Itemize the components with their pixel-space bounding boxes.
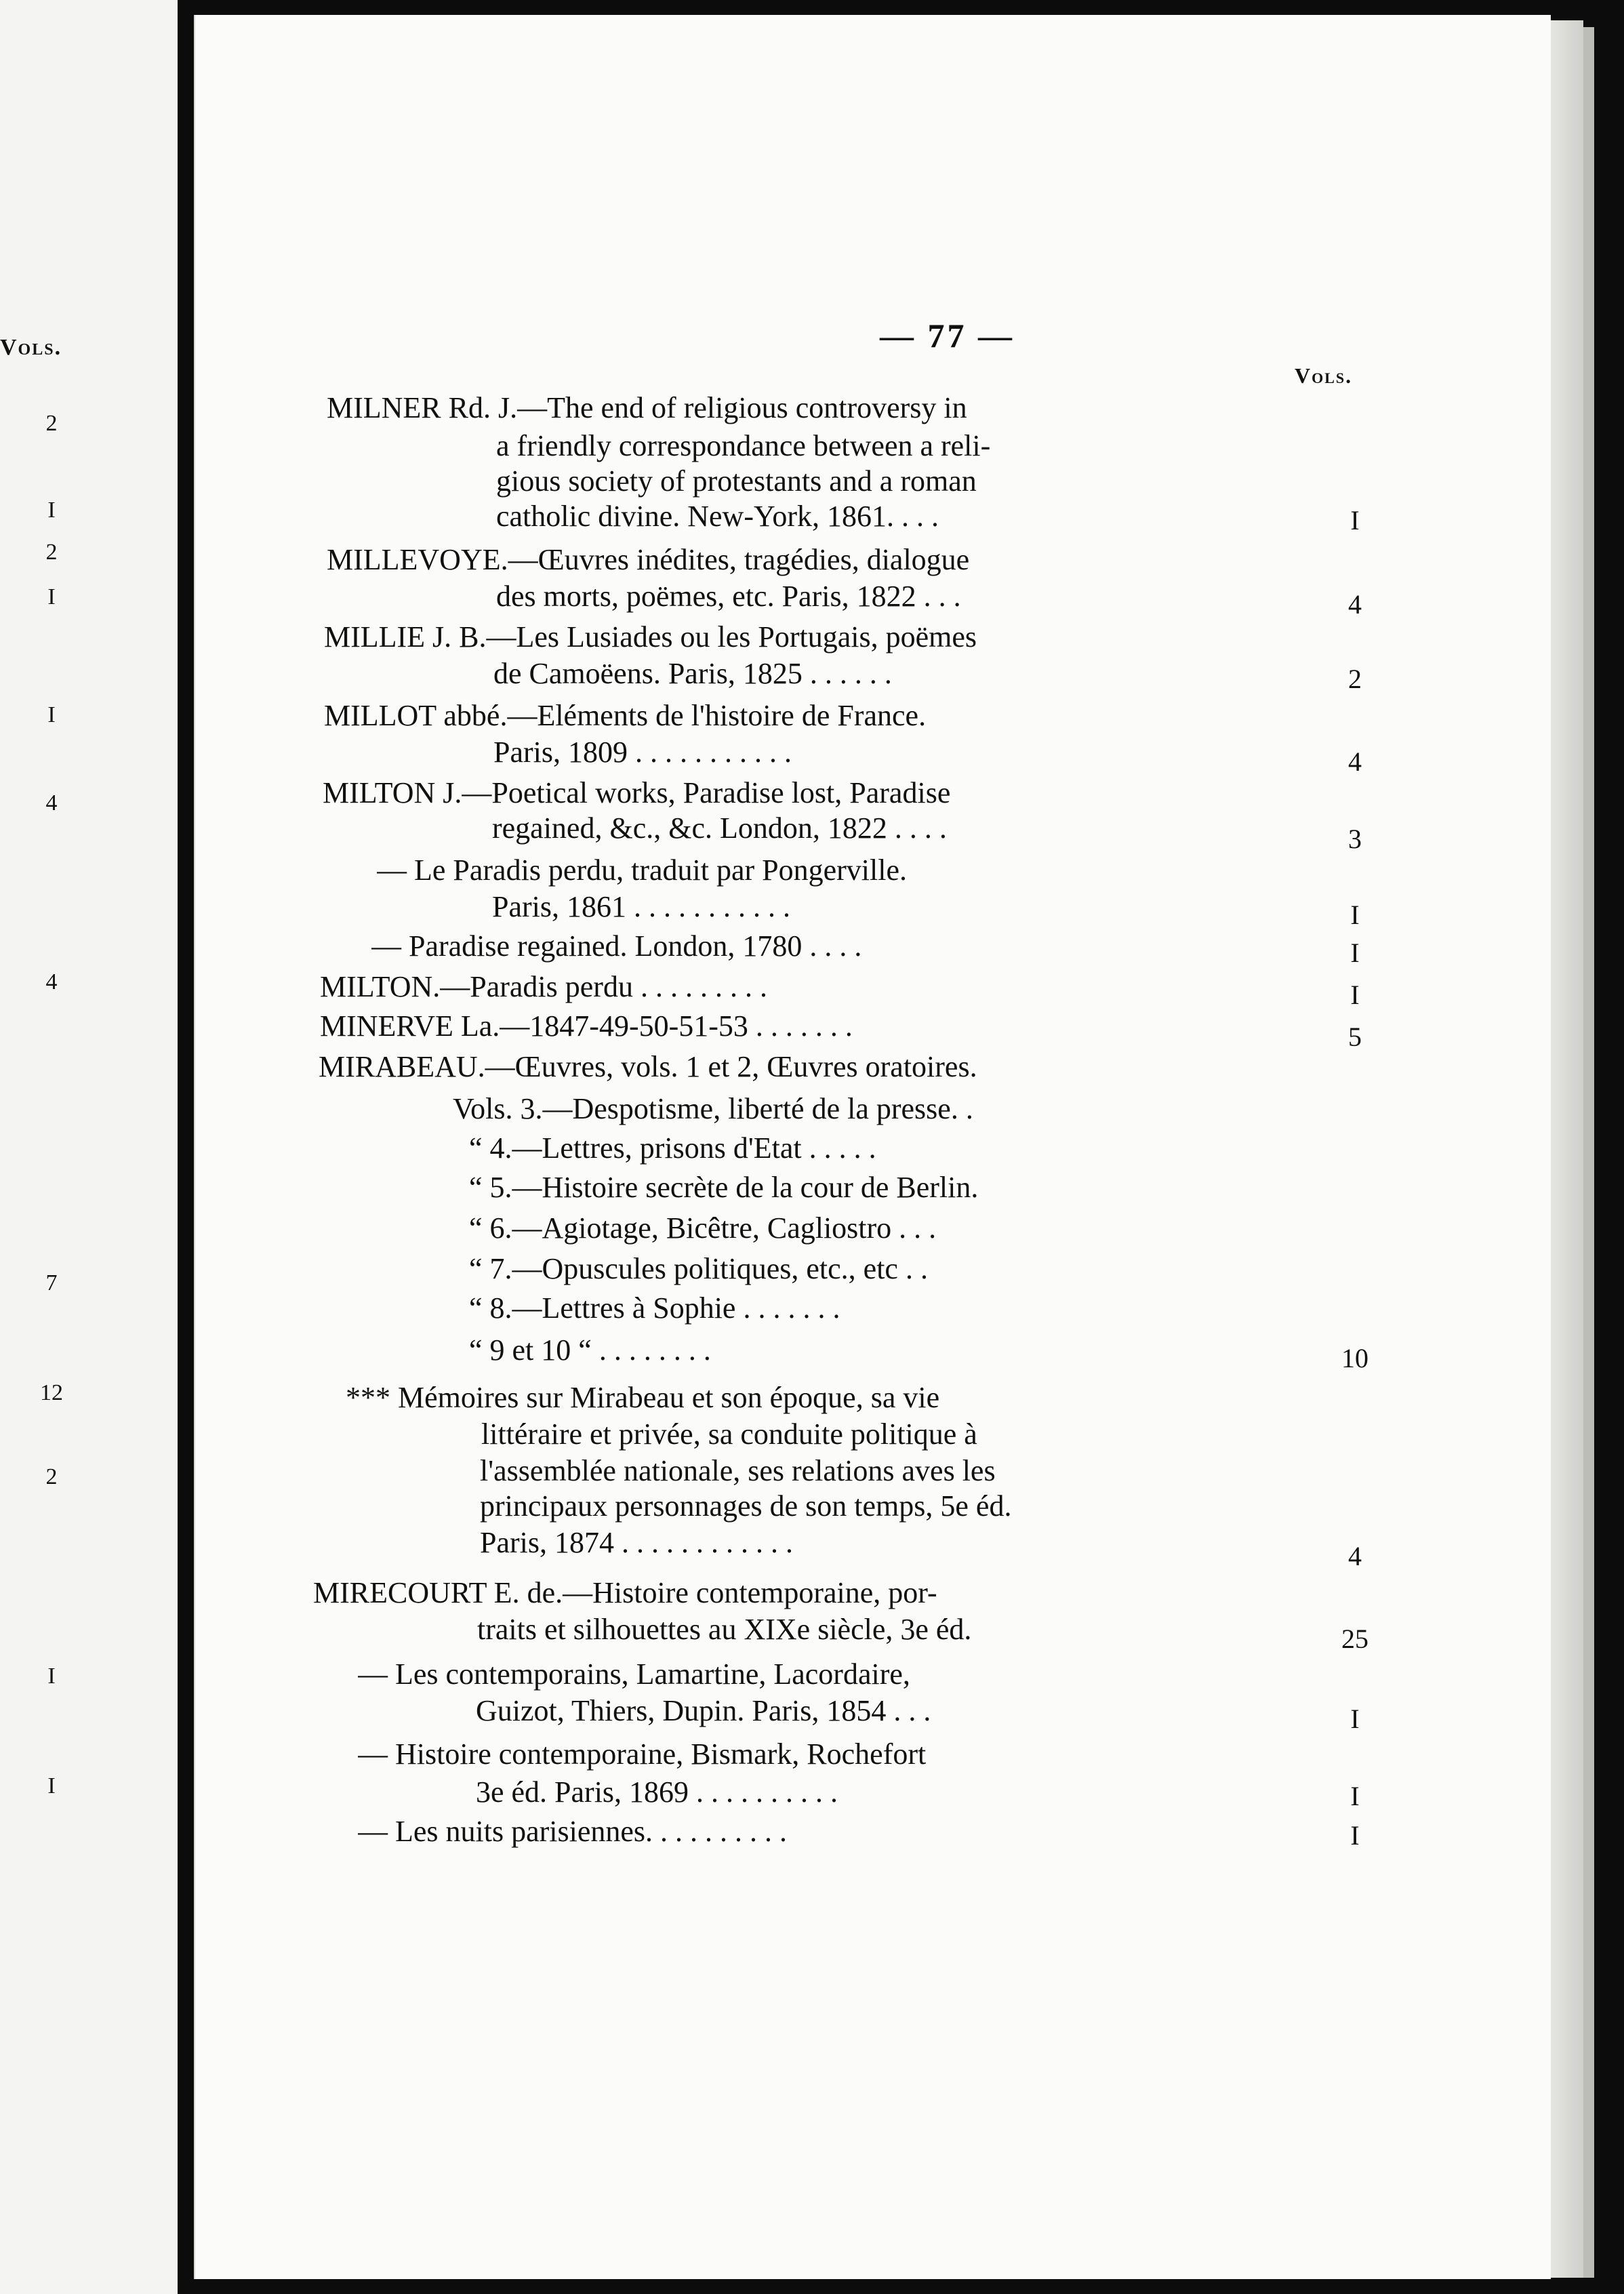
- entry-line: MILTON J.—Poetical works, Paradise lost, Paradise: [323, 776, 951, 809]
- left-vol-number: I: [47, 1664, 56, 1689]
- left-vol-number: 7: [45, 1270, 58, 1295]
- volume-count: 4: [1348, 589, 1362, 620]
- volume-count: I: [1350, 980, 1360, 1010]
- vols-column-header: Vols.: [1295, 363, 1353, 388]
- volume-count: 3: [1348, 824, 1362, 854]
- page-edge-shadow: [1583, 27, 1594, 2278]
- volume-count: I: [1350, 900, 1360, 930]
- entry-line: a friendly correspondance between a reli-: [496, 429, 991, 462]
- entry-line: “ 6.—Agiotage, Bicêtre, Cagliostro . . .: [469, 1211, 937, 1245]
- entry-line: — Le Paradis perdu, traduit par Pongerville.: [377, 853, 908, 887]
- entry-line: MILNER Rd. J.—The end of religious controversy in: [327, 391, 967, 424]
- entry-line: MINERVE La.—1847-49-50-51-53 . . . . . . .: [320, 1009, 853, 1043]
- page-edge: [1549, 20, 1583, 2278]
- entry-line: — Les contemporains, Lamartine, Lacordaire,: [358, 1657, 910, 1691]
- left-vol-number: 12: [40, 1380, 63, 1405]
- entry-line: MILLIE J. B.—Les Lusiades ou les Portugais, poëmes: [324, 620, 977, 653]
- left-vol-number: 4: [45, 790, 58, 816]
- volume-count: I: [1350, 938, 1360, 968]
- entry-line: Guizot, Thiers, Dupin. Paris, 1854 . . .: [476, 1694, 931, 1727]
- entry-line: MILLOT abbé.—Eléments de l'histoire de France.: [324, 699, 927, 732]
- left-vol-number: 2: [45, 540, 58, 565]
- entry-line: Paris, 1809 . . . . . . . . . . .: [493, 736, 792, 769]
- entry-line: “ 8.—Lettres à Sophie . . . . . . .: [469, 1291, 840, 1325]
- volume-count: I: [1350, 1820, 1360, 1851]
- entry-line: MIRECOURT E. de.—Histoire contemporaine, por-: [313, 1576, 937, 1609]
- left-vol-number: I: [47, 584, 56, 609]
- entry-line: de Camoëens. Paris, 1825 . . . . . .: [493, 657, 892, 690]
- volume-count: 5: [1348, 1022, 1362, 1052]
- entry-line: des morts, poëmes, etc. Paris, 1822 . . .: [496, 580, 961, 613]
- entry-line: regained, &c., &c. London, 1822 . . . .: [492, 811, 947, 845]
- entry-line: littéraire et privée, sa conduite politique à: [481, 1417, 977, 1451]
- entry-line: MILTON.—Paradis perdu . . . . . . . . .: [320, 970, 767, 1003]
- volume-count: 4: [1348, 1541, 1362, 1571]
- entry-line: “ 7.—Opuscules politiques, etc., etc . .: [469, 1252, 928, 1285]
- left-vol-number: I: [47, 1773, 56, 1798]
- volume-count: 4: [1348, 746, 1362, 777]
- entry-line: *** Mémoires sur Mirabeau et son époque, sa vie: [346, 1381, 940, 1414]
- entry-line: — Les nuits parisiennes. . . . . . . . . .: [358, 1815, 788, 1848]
- entry-line: “ 5.—Histoire secrète de la cour de Berlin.: [469, 1171, 979, 1204]
- left-vol-number: 2: [45, 1464, 58, 1489]
- entry-line: “ 9 et 10 “ . . . . . . . .: [469, 1333, 711, 1367]
- entry-line: MILLEVOYE.—Œuvres inédites, tragédies, dialogue: [327, 543, 970, 576]
- entry-line: Vols. 3.—Despotisme, liberté de la presse. .: [453, 1092, 973, 1125]
- entry-line: Paris, 1861 . . . . . . . . . . .: [492, 890, 790, 923]
- entry-line: gious society of protestants and a roman: [496, 464, 977, 498]
- entry-line: Paris, 1874 . . . . . . . . . . . .: [480, 1526, 793, 1559]
- left-page-fragment: [0, 0, 178, 2294]
- volume-count: I: [1350, 1781, 1360, 1811]
- left-vol-number: I: [47, 498, 56, 523]
- catalog-page: [194, 15, 1551, 2279]
- volume-count: 2: [1348, 664, 1362, 694]
- page-number: — 77 —: [880, 317, 1015, 355]
- entry-line: “ 4.—Lettres, prisons d'Etat . . . . .: [469, 1131, 876, 1165]
- entry-line: — Histoire contemporaine, Bismark, Rochefort: [358, 1737, 927, 1771]
- volume-count: 10: [1341, 1343, 1368, 1373]
- left-vol-number: 4: [45, 969, 58, 994]
- entry-line: l'assemblée nationale, ses relations aves les: [480, 1454, 996, 1487]
- entry-line: — Paradise regained. London, 1780 . . . .: [371, 929, 862, 963]
- volume-count: I: [1350, 505, 1360, 536]
- entry-line: catholic divine. New-York, 1861. . . .: [496, 500, 939, 533]
- left-vol-number: I: [47, 702, 56, 727]
- volume-count: 25: [1341, 1624, 1368, 1654]
- left-vol-number: 2: [45, 411, 58, 436]
- entry-line: MIRABEAU.—Œuvres, vols. 1 et 2, Œuvres oratoires.: [319, 1050, 977, 1083]
- entry-line: 3e éd. Paris, 1869 . . . . . . . . . .: [476, 1775, 838, 1809]
- volume-count: I: [1350, 1704, 1360, 1734]
- entry-line: traits et silhouettes au XIXe siècle, 3e éd.: [477, 1613, 972, 1646]
- entry-line: principaux personnages de son temps, 5e éd.: [480, 1489, 1012, 1523]
- left-vols-label: Vols.: [0, 335, 62, 360]
